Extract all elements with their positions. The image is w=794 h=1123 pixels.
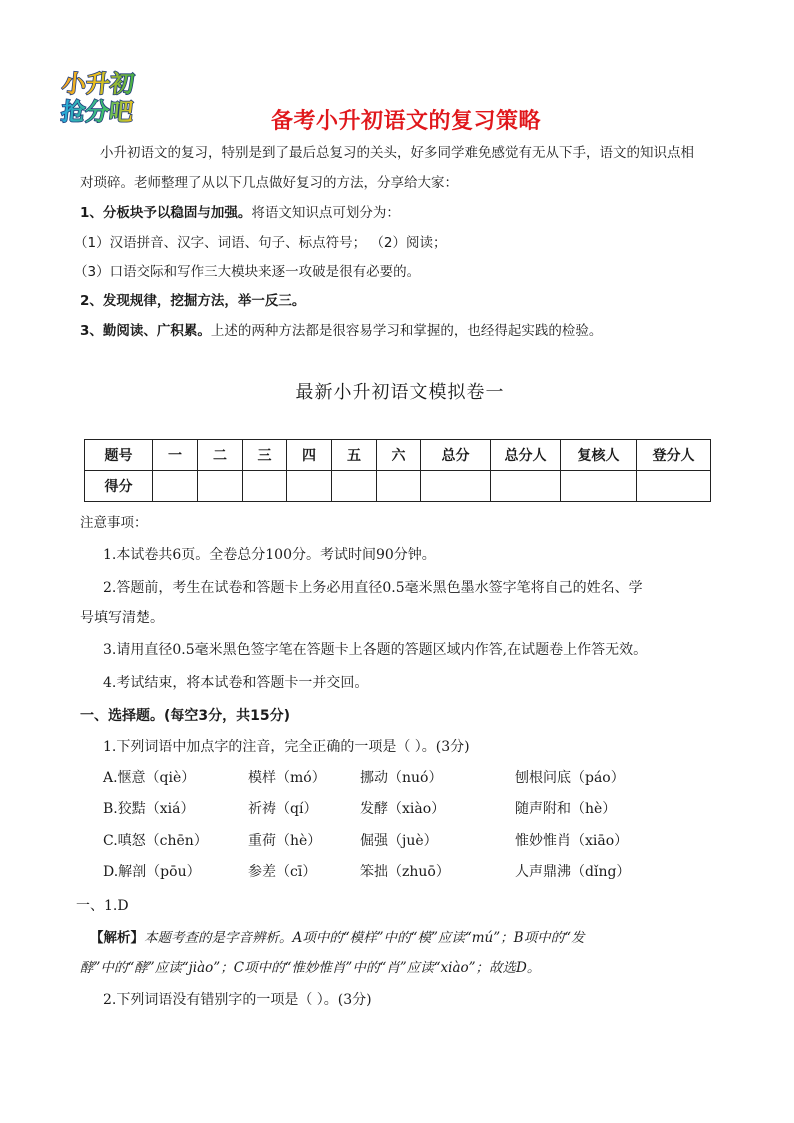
tip-1 [80,203,400,223]
note-item-1: 1.本试卷共6页。全卷总分100分。考试时间90分钟。 [103,547,436,563]
option-a-1: A.惬意（qiè） [103,770,196,786]
row-label-cell: 得分 [85,471,153,502]
score-cell [243,471,287,502]
analysis-line-2: 酵”中的“酵”应读“jiào”；C项中的“惟妙惟肖”中的“肖”应读“xiào”；故选D。 [80,960,541,976]
page-title: 备考小升初语文的复习策略 [270,109,541,134]
header-cell: 复核人 [561,440,637,471]
option-d-3: 笨拙（zhuō） [360,864,450,880]
tip-3 [80,321,602,341]
score-cell [561,471,637,502]
score-cell [332,471,377,502]
note-item-2-cont: 号填写清楚。 [80,610,164,626]
option-d-2: 参差（cī） [248,864,317,880]
score-cell [198,471,243,502]
score-table [84,439,711,502]
question-1: 1.下列词语中加点字的注音，完全正确的一项是（ ）。(3分) [103,739,470,755]
option-c-3: 倔强（juè） [360,833,438,849]
tip-1-text: 将语文知识点可划分为： [251,205,400,221]
option-a-4: 刨根问底（páo） [515,770,625,786]
option-b-2: 祈祷（qí） [248,801,318,817]
section-1-heading: 一、选择题。(每空3分，共15分) [80,708,291,724]
header-cell: 题号 [85,440,153,471]
option-b-4: 随声附和（hè） [515,801,617,817]
header-cell: 总分 [421,440,491,471]
analysis-text-1: 本题考查的是字音辨析。A项中的“模样”中的“模”应读“mú”；B项中的“发 [144,930,585,946]
option-c-1: C.嗔怒（chēn） [103,833,208,849]
header-cell: 六 [377,440,421,471]
tip-1-bold: 1、分板块予以稳固与加强。 [80,205,252,221]
header-cell: 二 [198,440,243,471]
option-b-3: 发酵（xiào） [360,801,446,817]
question-2: 2.下列词语没有错别字的一项是（ ）。(3分) [103,992,372,1008]
option-c-2: 重荷（hè） [248,833,322,849]
svg-text:小升初: 小升初 [60,70,136,98]
analysis-tag: 【解析】 [90,930,144,946]
header-cell: 五 [332,440,377,471]
option-a-2: 模样（mó） [248,770,326,786]
score-cell [421,471,491,502]
option-a-3: 挪动（nuó） [360,770,443,786]
option-d-4: 人声鼎沸（dǐng） [515,864,631,880]
header-cell: 总分人 [491,440,561,471]
tip-3-text: 上述的两种方法都是很容易学习和掌握的，也经得起实践的检验。 [210,323,603,339]
header-cell: 三 [243,440,287,471]
tip-2 [80,291,305,311]
header-cell: 四 [287,440,332,471]
answer-line: 一、1.D [76,898,129,914]
score-cell [491,471,561,502]
header-cell: 一 [153,440,198,471]
note-item-4: 4.考试结束，将本试卷和答题卡一并交回。 [103,675,369,691]
score-cell [153,471,198,502]
intro-line-1: 小升初语文的复习，特别是到了最后总复习的关头，好多同学难免感觉有无从下手，语文的知识点相 [100,145,694,161]
header-cell: 登分人 [637,440,711,471]
score-cell [637,471,711,502]
intro-line-2: 对琐碎。老师整理了从以下几点做好复习的方法，分享给大家： [80,175,458,191]
note-item-3: 3.请用直径0.5毫米黑色签字笔在答题卡上各题的答题区域内作答,在试题卷上作答无效。 [103,642,648,658]
option-b-1: B.狡黠（xiá） [103,801,195,817]
option-c-4: 惟妙惟肖（xiāo） [515,833,629,849]
score-cell [287,471,332,502]
score-table-score-row [85,471,711,502]
score-cell [377,471,421,502]
analysis-line-1 [90,928,584,948]
tip-1-sub-2: （3）口语交际和写作三大模块来逐一攻破是很有必要的。 [74,264,421,280]
svg-text:抢分吧: 抢分吧 [59,98,135,126]
tip-1-sub-1: （1）汉语拼音、汉字、词语、句子、标点符号； （2）阅读； [74,235,447,251]
notes-heading: 注意事项： [80,515,148,531]
note-item-2: 2.答题前，考生在试卷和答题卡上务必用直径0.5毫米黑色墨水签字笔将自己的姓名、学 [103,580,643,596]
option-d-1: D.解剖（pōu） [103,864,201,880]
tip-3-bold: 3、勤阅读、广积累。 [80,323,211,339]
exam-title: 最新小升初语文模拟卷一 [295,382,505,403]
tip-2-bold: 2、发现规律，挖掘方法，举一反三。 [80,293,306,309]
score-table-header-row [85,440,711,471]
